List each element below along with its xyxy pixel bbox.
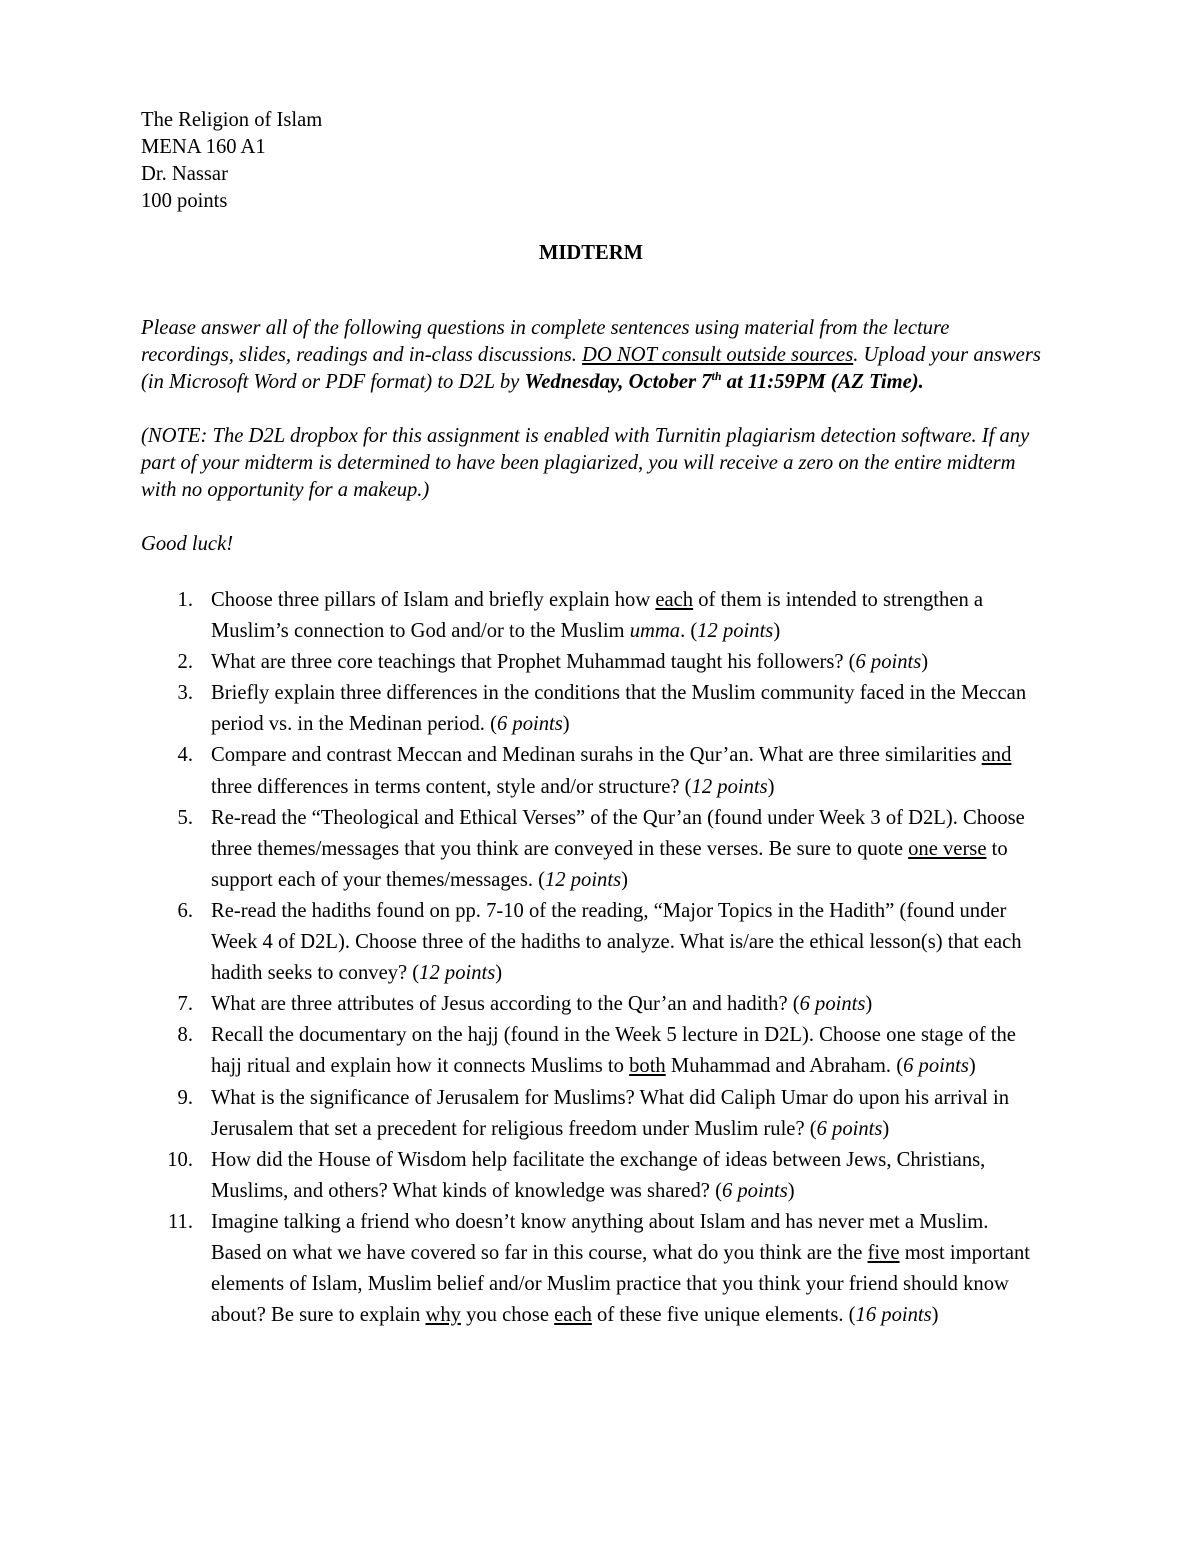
question-number: 11. [168, 1210, 193, 1233]
question-number: 2. [177, 651, 193, 674]
question-text: How did the House of Wisdom help facilitate the exchange of ideas between Jews, Christians, Muslims, and others? What kinds of knowledge was shared? ( [211, 1148, 986, 1202]
question-number: 8. [177, 1024, 193, 1047]
question-text: Briefly explain three differences in the conditions that the Muslim community faced in the Meccan period vs. in the Medinan period. ( [211, 682, 1027, 736]
question-text: each [554, 1304, 592, 1327]
question-text: to support each of your themes/messages. ( [211, 837, 1008, 891]
question-item [141, 803, 1041, 896]
question-number: 9. [177, 1086, 193, 1109]
question-text: of these five unique elements. ( [591, 1304, 856, 1327]
question-points: 6 points [816, 1117, 883, 1140]
question-number: 7. [177, 993, 193, 1016]
question-text: five [867, 1241, 900, 1264]
question-points: 6 points [903, 1055, 969, 1078]
question-text: What is the significance of Jerusalem for Muslims? What did Caliph Umar do upon his arrival in Jerusalem that set a precedent for religious freedom under Muslim rule? ( [211, 1086, 1010, 1140]
instructor-name: Dr. Nassar [141, 163, 228, 185]
question-number: 6. [177, 899, 193, 922]
page-title: MIDTERM [538, 242, 644, 264]
question-text: ) [882, 1117, 890, 1140]
question-text: What are three core teachings that Prophet Muhammad taught his followers? ( [211, 651, 856, 674]
question-number: 5. [177, 806, 193, 829]
question-text: of them is intended to strengthen a Muslim’s connection to God and/or to the Muslim [211, 589, 984, 643]
question-points: 12 points [419, 962, 496, 985]
question-item [141, 989, 1041, 1020]
instructions-paragraph [141, 315, 1041, 396]
question-text: ) [767, 775, 775, 798]
deadline-time: at 11:59PM (AZ Time). [721, 371, 924, 393]
question-text: . ( [680, 620, 698, 643]
instructions-upload-text: . Upload your answers (in Microsoft Word or PDF format) to D2L by [141, 344, 1041, 393]
question-text: ) [562, 713, 570, 736]
question-item [141, 647, 1041, 678]
question-text: Muhammad and Abraham. ( [665, 1055, 904, 1078]
good-luck-text: Good luck! [141, 533, 234, 555]
question-text: most important elements of Islam, Muslim belief and/or Muslim practice that you think your friend should know about? Be sure to explain [211, 1241, 1030, 1327]
question-points: 6 points [855, 651, 922, 674]
deadline-day: Wednesday, October 7 [524, 371, 712, 393]
question-points: 6 points [799, 993, 866, 1016]
course-code: MENA 160 A1 [141, 136, 266, 158]
question-text: why [425, 1304, 461, 1327]
question-text: and [981, 744, 1012, 767]
course-name: The Religion of Islam [141, 109, 323, 131]
question-text: both [629, 1055, 666, 1078]
question-text: Compare and contrast Meccan and Medinan surahs in the Qur’an. What are three similarities [211, 744, 982, 767]
question-text: ) [773, 620, 781, 643]
question-number: 4. [177, 744, 193, 767]
question-points: 6 points [721, 1179, 788, 1202]
question-text: one verse [908, 837, 987, 860]
question-points: 12 points [697, 620, 774, 643]
question-item [141, 740, 1041, 802]
question-text: umma [629, 620, 681, 643]
question-text: Imagine talking a friend who doesn’t know anything about Islam and has never met a Muslim. Based on what we have covered so far in this course, what do you think are the [211, 1210, 989, 1264]
instructions-text: Please answer all of the following questions in complete sentences using material from the lecture recordings, slides, readings and in-class discussions. [141, 317, 950, 366]
question-text: ) [495, 962, 503, 985]
question-text: ) [865, 993, 873, 1016]
question-number: 3. [177, 682, 193, 705]
questions-list [141, 585, 1041, 1331]
plagiarism-note: (NOTE: The D2L dropbox for this assignment is enabled with Turnitin plagiarism detection software. If any part of your midterm is determined to have been plagiarized, you will receive a zero on the entire midterm with no opportunity for a makeup.) [141, 425, 1030, 501]
question-item [141, 1083, 1041, 1145]
question-points: 12 points [691, 775, 768, 798]
total-points: 100 points [141, 190, 228, 212]
question-points: 6 points [496, 713, 563, 736]
question-text: ) [968, 1055, 976, 1078]
question-text: ) [621, 868, 628, 891]
question-item [141, 896, 1041, 989]
question-item [141, 678, 1041, 740]
question-number: 10. [167, 1148, 193, 1171]
document-page [141, 107, 1041, 1331]
question-text: you chose [460, 1304, 555, 1327]
question-text: What are three attributes of Jesus according to the Qur’an and hadith? ( [211, 993, 800, 1016]
question-points: 12 points [545, 868, 622, 891]
question-text: Re-read the “Theological and Ethical Verses” of the Qur’an (found under Week 3 of D2L). Choose three themes/messages that you think are conveyed in these verses. Be sure to quote [211, 806, 1025, 860]
question-text: ) [787, 1179, 795, 1202]
question-number: 1. [177, 589, 193, 611]
question-text: ) [921, 651, 929, 674]
question-text: Choose three pillars of Islam and briefly explain how [211, 589, 656, 611]
question-text: each [655, 589, 694, 611]
question-text: three differences in terms content, style and/or structure? ( [211, 775, 692, 798]
deadline-superscript: th [711, 369, 722, 384]
question-text: Re-read the hadiths found on pp. 7-10 of the reading, “Major Topics in the Hadith” (found under Week 4 of D2L). Choose three of the hadiths to analyze. What is/are the ethical lesson(s) that each hadith seeks to convey? ( [211, 899, 1022, 985]
question-text: ) [931, 1304, 939, 1327]
question-item [141, 585, 1041, 647]
question-points: 16 points [855, 1304, 932, 1327]
question-text: Recall the documentary on the hajj (found in the Week 5 lecture in D2L). Choose one stage of the hajj ritual and explain how it connects Muslims to [211, 1024, 1016, 1078]
question-item [141, 1145, 1041, 1207]
question-item [141, 1207, 1041, 1331]
question-item [141, 1020, 1041, 1082]
no-outside-sources-text: DO NOT consult outside sources [582, 344, 854, 366]
